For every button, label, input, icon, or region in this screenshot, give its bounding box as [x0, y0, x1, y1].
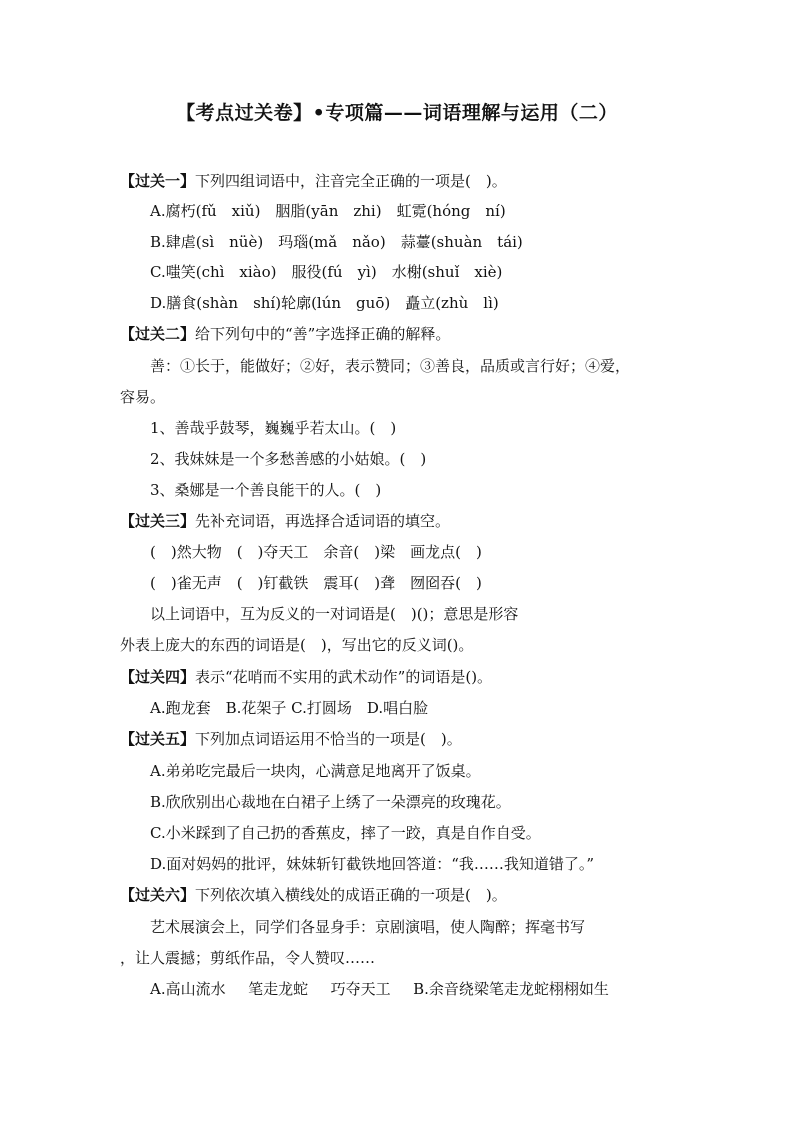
section-5-label: 【过关五】	[120, 730, 196, 748]
section-4-question-line	[120, 667, 492, 687]
section-3-label: 【过关三】	[120, 512, 196, 530]
section-6-label: 【过关六】	[120, 886, 196, 904]
section-3-idiom-row-1: ( )然大物 ( )夺天工 余音( )梁 画龙点( )	[150, 543, 482, 561]
section-5-question: 下列加点词语运用不恰当的一项是( )。	[195, 730, 462, 748]
section-3-fill-line-1: 以上词语中，互为反义的一对词语是( )()；意思是形容	[150, 605, 519, 623]
section-1-option-a: A.腐朽(fǔ xiǔ) 胭脂(yān zhi) 虹霓(hóng ní)	[150, 202, 506, 220]
section-5-option-c: C.小米踩到了自己扔的香蕉皮，摔了一跤，真是自作自受。	[150, 824, 541, 842]
section-1-question: 下列四组词语中，注音完全正确的一项是( )。	[195, 172, 507, 190]
section-6-question: 下列依次填入横线处的成语正确的一项是( )。	[195, 886, 507, 904]
section-1-option-c: C.嗤笑(chì xiào) 服役(fú yì) 水榭(shuǐ xiè)	[150, 263, 503, 281]
section-2-question: 给下列句中的“善”字选择正确的解释。	[195, 325, 451, 343]
section-5-question-line	[120, 729, 462, 749]
section-5-option-d: D.面对妈妈的批评，妹妹斩钉截铁地回答道：“我……我知道错了。”	[150, 855, 595, 873]
section-2-definition-line-1: 善：①长于，能做好；②好，表示赞同；③善良，品质或言行好；④爱，	[150, 357, 631, 375]
section-2-definition-line-2: 容易。	[120, 388, 166, 406]
section-2-label: 【过关二】	[120, 325, 196, 343]
section-3-idiom-row-2: ( )雀无声 ( )钉截铁 震耳( )聋 囫囵吞( )	[150, 574, 482, 592]
section-1-label: 【过关一】	[120, 172, 196, 190]
section-5-option-b: B.欣欣别出心裁地在白裙子上绣了一朵漂亮的玫瑰花。	[150, 793, 511, 811]
section-1-question-line	[120, 171, 507, 191]
section-2-item-3: 3、桑娜是一个善良能干的人。( )	[150, 481, 382, 499]
section-2-item-1: 1、善哉乎鼓琴，巍巍乎若太山。( )	[150, 419, 397, 437]
section-2-item-2: 2、我妹妹是一个多愁善感的小姑娘。( )	[150, 450, 427, 468]
section-6-passage-line-1: 艺术展演会上，同学们各显身手：京剧演唱，使人陶醉；挥毫书写	[150, 918, 586, 936]
section-2-question-line	[120, 324, 450, 344]
section-5-option-a: A.弟弟吃完最后一块肉，心满意足地离开了饭桌。	[150, 762, 481, 780]
section-1-option-b: B.肆虐(sì nüè) 玛瑙(mǎ nǎo) 蒜薹(shuàn tái)	[150, 233, 523, 251]
page-title: 【考点过关卷】•专项篇——词语理解与运用（二）	[176, 102, 618, 124]
section-4-options: A.跑龙套 B.花架子 C.打圆场 D.唱白脸	[150, 699, 429, 717]
section-6-passage-line-2: ，让人震撼；剪纸作品，令人赞叹……	[120, 949, 376, 967]
section-3-question: 先补充词语，再选择合适词语的填空。	[195, 512, 451, 530]
section-4-question: 表示“花哨而不实用的武术动作”的词语是()。	[195, 668, 493, 686]
section-1-option-d: D.膳食(shàn shí)轮廓(lún guō) 矗立(zhù lì)	[150, 294, 499, 312]
section-3-fill-line-2: 外表上庞大的东西的词语是( )，写出它的反义词()。	[120, 636, 474, 654]
section-6-question-line	[120, 885, 507, 905]
section-3-question-line	[120, 511, 450, 531]
section-6-options: A.高山流水 笔走龙蛇 巧夺天工 B.余音绕梁笔走龙蛇栩栩如生	[150, 980, 609, 998]
section-4-label: 【过关四】	[120, 668, 196, 686]
